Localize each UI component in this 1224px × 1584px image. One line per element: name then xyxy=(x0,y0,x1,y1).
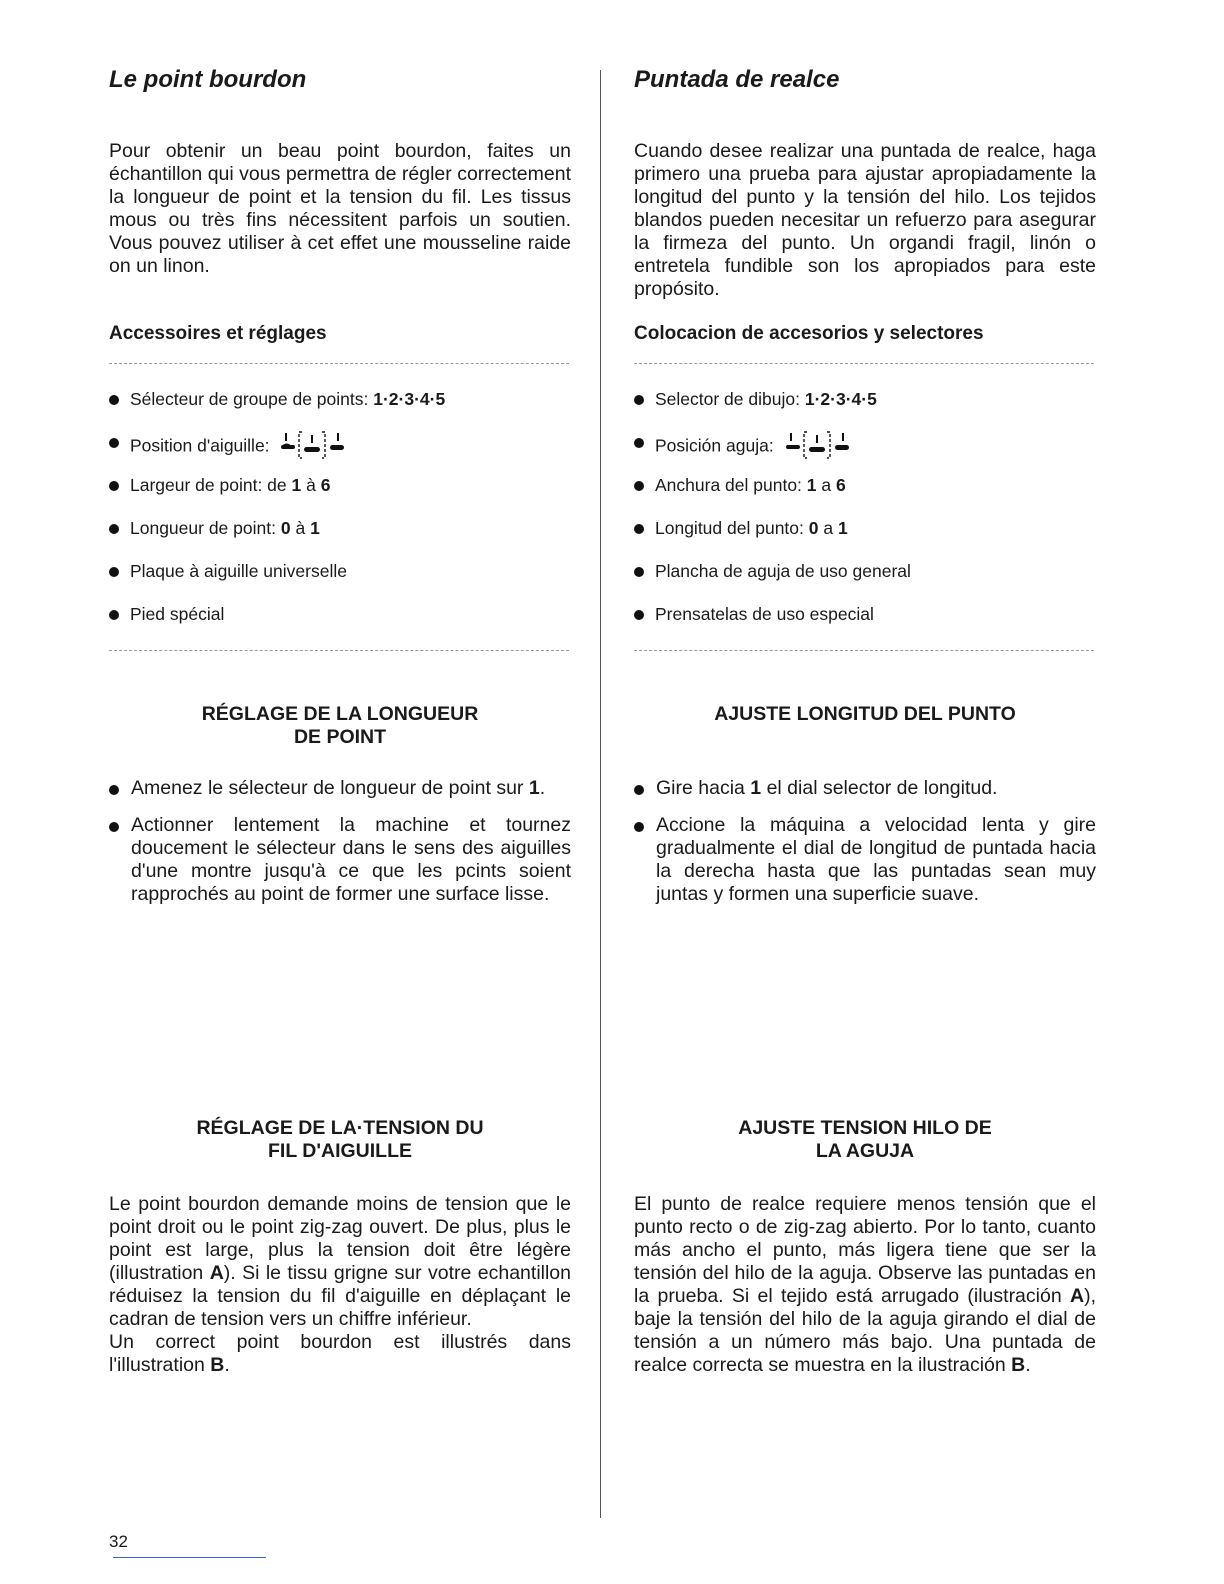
list-item: Plancha de aguja de uso general xyxy=(634,560,1096,603)
divider-rule xyxy=(634,650,1094,651)
list-item: Accione la máquina a velocidad lenta y gire gradualmente el dial de longitud de puntada hacia la derecha hasta que las puntadas sean muy juntas y formen una superficie suave. xyxy=(634,814,1096,906)
french-stitch-length-steps xyxy=(109,777,571,920)
french-accessories-heading: Accessoires et réglages xyxy=(109,323,327,344)
list-item: Gire hacia 1 el dial selector de longitud. xyxy=(634,777,1096,800)
list-item: Prensatelas de uso especial xyxy=(634,603,1096,646)
spanish-accessories-list xyxy=(634,388,1096,646)
divider-rule xyxy=(109,650,569,651)
spanish-title: Puntada de realce xyxy=(634,66,840,93)
french-tension-text: Le point bourdon demande moins de tension que le point droit ou le point zig-zag ouvert. De plus, plus le point est large, plus la tension doit être légère (illustration A). Si le tissu grigne sur votre echantillon réduisez la tension du fil d'aiguille en déplaçant le cadran de tension vers un chiffre inférieur. Un correct point bourdon est illustrés dans l'illustration B. xyxy=(109,1193,572,1376)
list-item: Pied spécial xyxy=(109,603,571,646)
list-item: Position d'aiguille: xyxy=(109,431,571,474)
list-item: Actionner lentement la machine et tournez doucement le sélecteur dans le sens des aiguilles d'une montre jusqu'à ce que les pcints soient rapprochés au point de former une surface lisse. xyxy=(109,814,571,906)
spanish-tension-heading: AJUSTE TENSION HILO DE LA AGUJA xyxy=(738,1117,992,1162)
list-item: Anchura del punto: 1 a 6 xyxy=(634,474,1096,517)
list-item: Largeur de point: de 1 à 6 xyxy=(109,474,571,517)
list-item: Longitud del punto: 0 a 1 xyxy=(634,517,1096,560)
page-number: 32 xyxy=(109,1532,128,1551)
french-tension-heading: RÉGLAGE DE LA·TENSION DU FIL D'AIGUILLE xyxy=(196,1117,484,1162)
french-intro-text: Pour obtenir un beau point bourdon, faites un échantillon qui vous permettra de régler correctement la longueur de point et la tension du fil. Les tissus mous ou très fins nécessitent parfois un soutien. Vous pouvez utiliser à cet effet une mousseline raide on un linon. xyxy=(109,140,571,277)
spanish-intro xyxy=(634,140,1096,301)
divider-rule xyxy=(109,363,569,364)
column-divider xyxy=(600,70,601,1518)
spanish-column xyxy=(634,60,1096,1376)
divider-rule xyxy=(634,363,1094,364)
french-title: Le point bourdon xyxy=(109,66,307,93)
spanish-tension-text: El punto de realce requiere menos tensión que el punto recto o de zig-zag abierto. Por lo tanto, cuanto más ancho el punto, más ligera tiene que ser la tensión del hilo de la aguja. Observe las puntadas en la prueba. Si el tejido está arrugado (ilustración A), baje la tensión del hilo de la aguja girando el dial de tensión a un número más bajo. Una puntada de realce correcta se muestra en la ilustración B. xyxy=(634,1193,1096,1376)
list-item: Amenez le sélecteur de longueur de point sur 1. xyxy=(109,777,571,800)
needle-position-icon xyxy=(280,431,344,463)
list-item: Posición aguja: xyxy=(634,431,1096,474)
spanish-stitch-length-heading: AJUSTE LONGITUD DEL PUNTO xyxy=(714,703,1016,725)
french-accessories-list xyxy=(109,388,571,646)
french-stitch-length-heading: RÉGLAGE DE LA LONGUEUR DE POINT xyxy=(201,703,479,748)
list-item: Selector de dibujo: 1·2·3·4·5 xyxy=(634,388,1096,431)
needle-position-icon xyxy=(785,431,849,463)
spanish-accessories-heading: Colocacion de accesorios y selectores xyxy=(634,323,984,344)
page-underline xyxy=(113,1557,266,1558)
french-column xyxy=(109,60,572,1376)
spanish-stitch-length-steps xyxy=(634,777,1096,920)
list-item: Longueur de point: 0 à 1 xyxy=(109,517,571,560)
list-item: Sélecteur de groupe de points: 1·2·3·4·5 xyxy=(109,388,571,431)
list-item: Plaque à aiguille universelle xyxy=(109,560,571,603)
spanish-intro-text: Cuando desee realizar una puntada de realce, haga primero una prueba para ajustar apropiadamente la longitud del punto y la tensión del hilo. Los tejidos blandos pueden necesitar un refuerzo para asegurar la firmeza del punto. Un organdi fragil, linón o entretela fundible son los apropiados para este propósito. xyxy=(634,140,1096,300)
french-intro xyxy=(109,140,571,278)
